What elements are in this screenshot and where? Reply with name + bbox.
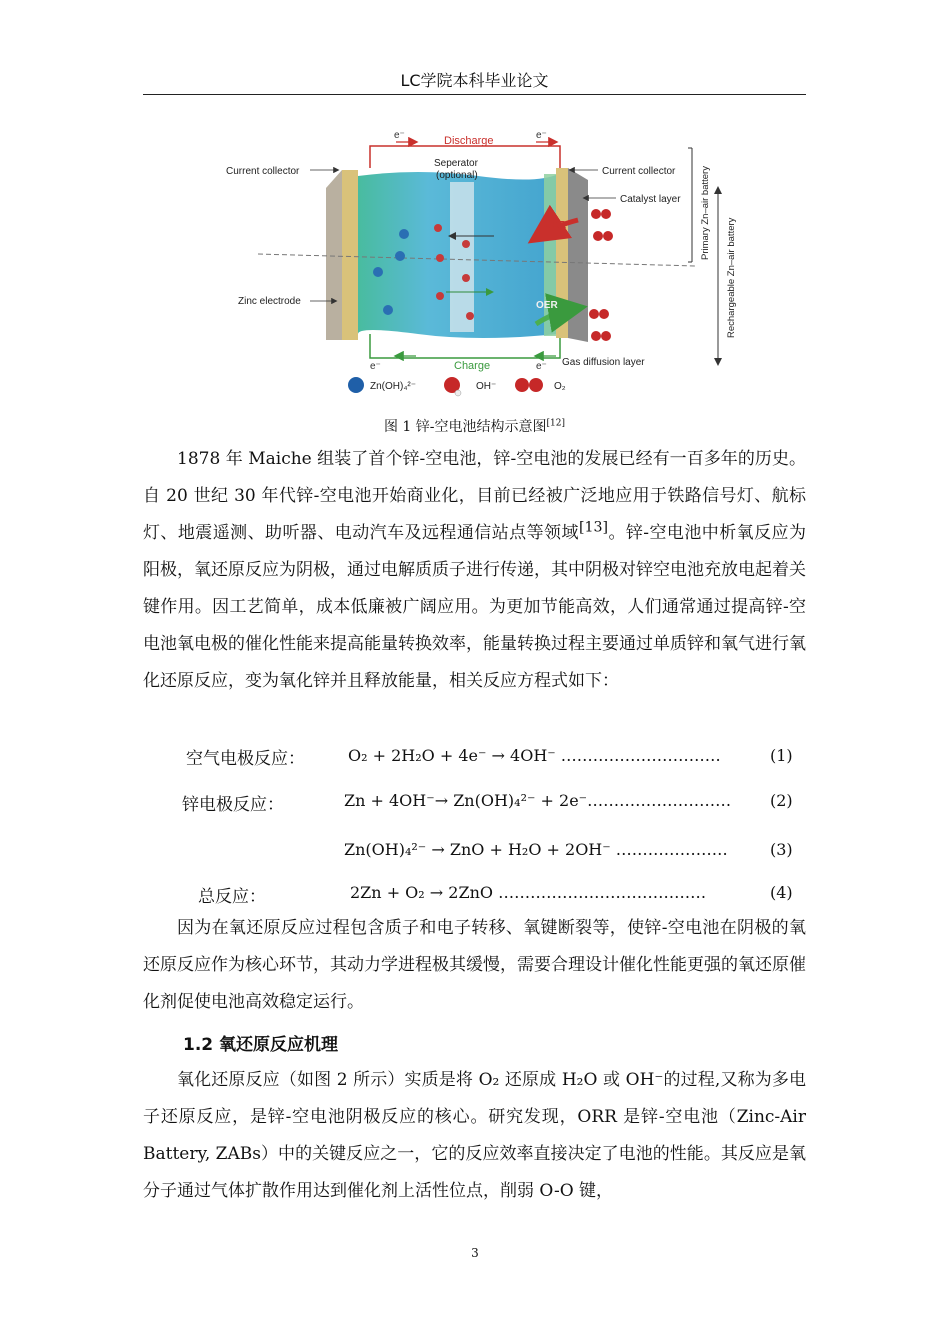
- legend-hydroxide: OH⁻: [476, 381, 497, 392]
- equation-3-number: (3): [770, 840, 793, 859]
- paragraph-history: [143, 441, 806, 700]
- equation-1-number: (1): [770, 746, 793, 765]
- legend-zincate: Zn(OH)₄²⁻: [370, 381, 417, 392]
- catalyst-layer: [544, 174, 556, 336]
- legend-oxygen-marker: [529, 378, 543, 392]
- equation-3: Zn(OH)₄²⁻ → ZnO + H₂O + 2OH⁻ …………………: [344, 840, 728, 859]
- zinc-electrode-label: Zinc electrode: [238, 296, 301, 307]
- left-current-collector: [342, 170, 358, 340]
- charge-label: Charge: [454, 360, 491, 372]
- electron-label-bottom-left: e⁻: [370, 361, 381, 372]
- equation-4-label: 总反应：: [198, 887, 266, 907]
- header-rule: [143, 94, 806, 95]
- paragraph-history-text2: 。锌-空电池中析氧反应为阳极，氧还原反应为阴极，通过电解质质子进行传递，其中阴极对锌空电池充放电起着关键作用。因工艺简单，成本低廉被广阔应用。为更加节能高效，人们通常通过提高锌-空电池氧电极的催化性能来提高能量转换效率，能量转换过程主要通过单质锌和氧气进行氧化还原反应，变为氧化锌并且释放能量，相关反应方程式如下：: [143, 523, 806, 691]
- gas-diffusion-label: Gas diffusion layer: [562, 357, 645, 368]
- equation-1: O₂ + 2H₂O + 4e⁻ → 4OH⁻ …………………………: [348, 746, 721, 765]
- separator-label-line1: Seperator: [434, 158, 478, 169]
- separator-label-line2: (optional): [436, 170, 478, 181]
- current-collector-left-label: Current collector: [226, 166, 300, 177]
- primary-battery-label: Primary Zn–air battery: [700, 166, 711, 260]
- separator: [450, 182, 474, 332]
- equation-4-number: (4): [770, 883, 793, 902]
- rechargeable-battery-label: Rechargeable Zn–air battery: [726, 217, 737, 338]
- gas-diffusion-layer: [568, 168, 588, 342]
- section-heading: 1.2 氧还原反应机理: [183, 1035, 339, 1055]
- page-number: 3: [471, 1246, 479, 1260]
- equation-2-label: 锌电极反应：: [182, 795, 284, 815]
- zinc-air-battery-figure: [218, 128, 748, 400]
- running-header: LC学院本科毕业论文: [400, 71, 549, 90]
- paragraph-history-text: 1878 年 Maiche 组装了首个锌-空电池，锌-空电池的发展已经有一百多年的历史。自 20 世纪 30 年代锌-空电池开始商业化，目前已经被广泛地应用于铁路信号灯、航标灯、地震遥测、助听器、电动汽车及远程通信站点等领域: [143, 449, 806, 543]
- discharge-label: Discharge: [444, 135, 494, 147]
- equation-2-number: (2): [770, 791, 793, 810]
- equation-2: Zn + 4OH⁻→ Zn(OH)₄²⁻ + 2e⁻………………………: [344, 791, 732, 810]
- figure-caption: [143, 416, 806, 436]
- legend-oxygen: O₂: [554, 381, 566, 392]
- figure-caption-ref: [12]: [546, 418, 566, 429]
- electron-label-top-right: e⁻: [536, 130, 547, 141]
- current-collector-right-label: Current collector: [602, 166, 676, 177]
- figure-caption-text: 图 1 锌-空电池结构示意图: [383, 419, 547, 435]
- paragraph-orr-mechanism: 氧化还原反应（如图 2 所示）实质是将 O₂ 还原成 H₂O 或 OH⁻的过程,又称为多电子还原反应，是锌-空电池阴极反应的核心。研究发现，ORR 是锌-空电池（Zinc-Air Battery, ZABs）中的关键反应之一，它的反应效率直接决定了电池的性能。其反应是氧分子通过气体扩散作用达到催化剂上活性位点，削弱 O-O 键，: [143, 1070, 806, 1201]
- catalyst-layer-label: Catalyst layer: [620, 194, 681, 205]
- legend-zincate-marker: [348, 377, 364, 393]
- left-collector-side: [326, 170, 342, 340]
- paragraph-history-ref: [13]: [578, 519, 608, 536]
- oer-label: OER: [536, 300, 558, 311]
- electron-label-top-left: e⁻: [394, 130, 405, 141]
- orr-label: ORR: [544, 220, 567, 231]
- electron-label-bottom-right: e⁻: [536, 361, 547, 372]
- paragraph-kinetics: 因为在氧还原反应过程包含质子和电子转移、氧键断裂等，使锌-空电池在阴极的氧还原反应作为核心环节，其动力学进程极其缓慢，需要合理设计催化性能更强的氧还原催化剂促使电池高效稳定运行。: [143, 918, 806, 1012]
- equation-4: 2Zn + O₂ → 2ZnO …………………………………: [350, 883, 707, 902]
- equation-1-label: 空气电极反应：: [186, 749, 305, 769]
